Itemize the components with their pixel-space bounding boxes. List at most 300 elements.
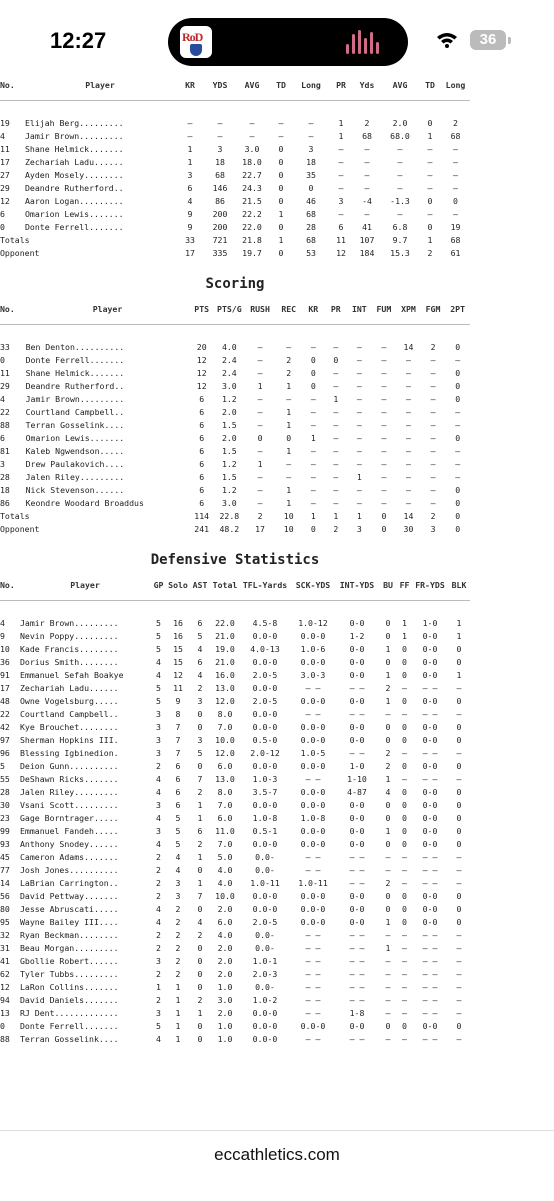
table-cell: 6 xyxy=(197,826,203,836)
table-row xyxy=(0,955,470,968)
table-cell: Gbollie Robert...... xyxy=(20,956,119,966)
table-cell: 29 xyxy=(0,381,10,391)
table-cell: 0.0- xyxy=(255,930,275,940)
table-cell: 5 xyxy=(156,644,161,654)
table-cell: 68 xyxy=(450,235,461,245)
table-cell: 5 xyxy=(156,696,161,706)
table-cell: – – xyxy=(349,878,365,888)
table-cell: 0 xyxy=(402,787,407,797)
url-bar[interactable]: eccathletics.com xyxy=(214,1145,340,1164)
table-cell: – xyxy=(333,407,339,417)
table-cell: 0-0 xyxy=(422,787,438,797)
table-cell: 2.0 xyxy=(221,407,237,417)
table-row xyxy=(0,695,470,708)
table-cell: 30 xyxy=(0,800,10,810)
table-cell: 1.5 xyxy=(221,420,237,430)
table-cell: 22 xyxy=(0,709,10,719)
table-cell: 6 xyxy=(197,618,203,628)
table-cell: – xyxy=(310,407,316,417)
table-cell: – xyxy=(385,982,391,992)
table-cell: – xyxy=(456,969,462,979)
table-cell: 7 xyxy=(197,774,203,784)
table-row xyxy=(0,497,470,510)
table-cell: 1 xyxy=(187,157,193,167)
table-cell: 4.0-13 xyxy=(250,644,280,654)
table-cell: 4 xyxy=(156,774,161,784)
scoring-header-cell: FUM xyxy=(376,304,392,314)
table-cell: – xyxy=(402,969,407,979)
table-cell: 1 xyxy=(197,878,203,888)
table-cell: 0-0 xyxy=(349,813,365,823)
table-cell: – xyxy=(356,394,362,404)
table-cell: 11 xyxy=(173,683,183,693)
table-cell: 1 xyxy=(333,394,339,404)
table-cell: Kye Brouchet........ xyxy=(20,722,119,732)
table-cell: 17 xyxy=(185,248,195,258)
table-cell: – – xyxy=(349,969,365,979)
table-cell: – – xyxy=(422,995,438,1005)
table-cell: 2 xyxy=(453,118,458,128)
table-cell: 14 xyxy=(403,342,414,352)
table-cell: 0 xyxy=(402,904,407,914)
scoring-header-cell: PR xyxy=(330,304,341,314)
table-row xyxy=(0,825,470,838)
table-cell: 28 xyxy=(0,787,10,797)
table-cell: 0.0-0 xyxy=(300,761,326,771)
table-cell: 3 xyxy=(197,735,203,745)
battery-icon: 36 xyxy=(470,30,506,50)
table-cell: Ben Denton.......... xyxy=(25,342,125,352)
table-cell: – xyxy=(310,459,316,469)
table-cell: 1-0 xyxy=(349,761,365,771)
table-cell: – xyxy=(402,1008,407,1018)
table-cell: 2 xyxy=(175,904,181,914)
table-cell: 6 xyxy=(338,222,344,232)
table-cell: Sherman Hopkins III. xyxy=(20,735,119,745)
table-cell: 0-0 xyxy=(422,1021,438,1031)
table-cell: 6 xyxy=(199,433,205,443)
table-cell: 0 xyxy=(310,368,316,378)
table-cell: 2 xyxy=(156,852,161,862)
table-cell: DeShawn Ricks....... xyxy=(20,774,119,784)
table-cell: Anthony Snodey...... xyxy=(20,839,119,849)
table-cell xyxy=(25,247,175,260)
table-cell: Beau Morgan......... xyxy=(20,943,119,953)
table-row xyxy=(0,682,470,695)
table-cell: 3 xyxy=(156,1008,161,1018)
table-cell: RJ Dent............. xyxy=(20,1008,119,1018)
table-cell: – xyxy=(397,170,403,180)
table-cell: – xyxy=(333,472,339,482)
table-cell: 1 xyxy=(286,498,292,508)
table-cell: Jesse Abruscati..... xyxy=(20,904,119,914)
table-cell: 4 xyxy=(156,839,161,849)
dynamic-island[interactable] xyxy=(168,18,408,66)
table-cell: 0 xyxy=(456,722,462,732)
table-cell: 42 xyxy=(0,722,10,732)
table-cell: 0-0 xyxy=(349,657,365,667)
table-cell: Deandre Rutherford.. xyxy=(25,183,124,193)
table-cell: 0 xyxy=(453,196,458,206)
table-cell: 0 xyxy=(385,904,391,914)
defense-table xyxy=(0,570,470,1046)
table-cell: – – xyxy=(422,982,438,992)
table-cell: 5 xyxy=(197,748,203,758)
table-cell: 1 xyxy=(197,1008,203,1018)
table-cell: 3 xyxy=(175,891,181,901)
table-cell: 77 xyxy=(0,865,10,875)
table-cell: 0 xyxy=(456,826,462,836)
table-cell: – xyxy=(455,459,461,469)
table-cell: – xyxy=(364,157,370,167)
table-cell: 16 xyxy=(173,631,183,641)
stats-content xyxy=(0,70,470,1046)
table-cell: 4 xyxy=(175,865,181,875)
table-cell: 17 xyxy=(0,683,10,693)
scoring-table xyxy=(0,294,470,536)
table-cell: 0-0 xyxy=(349,800,365,810)
table-cell: 94 xyxy=(0,995,10,1005)
table-cell: 68 xyxy=(306,209,316,219)
table-cell: Donte Ferrell....... xyxy=(20,1021,119,1031)
table-cell: – xyxy=(333,433,339,443)
table-cell: – xyxy=(402,748,407,758)
table-cell: 0 xyxy=(385,631,391,641)
table-cell: – – xyxy=(349,956,365,966)
table-cell: 14 xyxy=(0,878,10,888)
table-cell: 68.0 xyxy=(390,131,410,141)
table-cell: 0 xyxy=(455,394,461,404)
table-cell: 6 xyxy=(199,420,205,430)
table-cell: – xyxy=(286,459,292,469)
table-cell: – xyxy=(333,446,339,456)
table-cell: 0 xyxy=(402,670,407,680)
table-cell: 41 xyxy=(362,222,372,232)
table-cell: – xyxy=(406,485,411,495)
table-cell: 12 xyxy=(196,368,207,378)
table-cell: 4 xyxy=(0,618,5,628)
table-cell: 12 xyxy=(336,248,346,258)
table-cell: – xyxy=(402,943,407,953)
table-cell: 0 xyxy=(0,222,5,232)
returns-header-cell: AVG xyxy=(244,80,260,90)
table-cell: 0.0-0 xyxy=(300,631,326,641)
table-cell: – xyxy=(187,118,193,128)
table-cell: – xyxy=(406,433,411,443)
table-cell: 1 xyxy=(385,696,391,706)
table-cell: – xyxy=(406,498,411,508)
table-row xyxy=(0,630,470,643)
table-row xyxy=(0,458,470,471)
table-cell: – xyxy=(453,157,458,167)
table-cell: 3.0 xyxy=(244,144,260,154)
table-cell: 2 xyxy=(156,930,161,940)
table-cell: – – xyxy=(349,943,365,953)
table-cell: – xyxy=(381,342,387,352)
returns-header-cell: PR xyxy=(336,80,346,90)
table-cell: 1.0-11 xyxy=(250,878,280,888)
table-row xyxy=(0,656,470,669)
table-cell: 0-0 xyxy=(422,839,438,849)
table-cell: 0 xyxy=(381,511,387,521)
table-cell: – xyxy=(402,930,407,940)
table-cell: Terran Gosselink.... xyxy=(25,420,125,430)
table-cell: 1 xyxy=(175,982,181,992)
table-cell: 0-0 xyxy=(422,904,438,914)
table-cell: – xyxy=(397,144,403,154)
table-cell: 5 xyxy=(156,1021,161,1031)
table-cell: Gage Borntrager..... xyxy=(20,813,119,823)
table-row xyxy=(0,981,470,994)
table-cell: 0.0-0 xyxy=(252,1021,278,1031)
table-cell: – xyxy=(356,407,362,417)
table-cell: 1 xyxy=(310,433,316,443)
table-cell: 0.0-0 xyxy=(300,657,326,667)
table-cell: 6 xyxy=(0,433,5,443)
table-cell: – – xyxy=(422,1008,438,1018)
table-cell: – xyxy=(430,446,436,456)
table-cell: 0 xyxy=(456,839,462,849)
status-bar xyxy=(0,0,554,80)
table-cell: 0-0 xyxy=(422,800,438,810)
table-cell: 1 xyxy=(286,420,292,430)
table-cell: 22.8 xyxy=(219,511,240,521)
table-cell: – xyxy=(249,118,255,128)
table-cell: Shane Helmick....... xyxy=(25,368,125,378)
table-cell: 0.0-0 xyxy=(300,826,326,836)
table-cell: 2 xyxy=(197,683,203,693)
table-cell: 0 xyxy=(310,524,316,534)
table-cell: – xyxy=(356,433,362,443)
table-cell: 0 xyxy=(385,813,391,823)
table-cell: 96 xyxy=(0,748,10,758)
table-cell: 0-0 xyxy=(422,735,438,745)
table-cell: – xyxy=(456,774,462,784)
table-cell: Totals xyxy=(0,235,30,245)
table-cell: – xyxy=(308,118,314,128)
table-cell: 1.0-1 xyxy=(252,956,278,966)
table-cell: Blessing Igbinedion. xyxy=(20,748,119,758)
table-cell: – xyxy=(364,209,370,219)
table-cell: 21.0 xyxy=(215,657,235,667)
table-cell: – – xyxy=(422,709,438,719)
table-cell: 4-87 xyxy=(347,787,367,797)
table-cell: 2 xyxy=(364,118,370,128)
table-row xyxy=(0,747,470,760)
table-cell: – xyxy=(402,982,407,992)
table-row xyxy=(0,994,470,1007)
table-cell: Deandre Rutherford.. xyxy=(25,381,125,391)
audio-waveform-icon xyxy=(346,30,380,54)
table-cell: 11.0 xyxy=(215,826,235,836)
table-cell: Jalen Riley......... xyxy=(20,787,119,797)
table-cell: Ryan Beckman........ xyxy=(20,930,119,940)
table-cell: 19 xyxy=(0,118,10,128)
table-cell: 0-0 xyxy=(349,644,365,654)
table-cell: – xyxy=(278,131,284,141)
table-cell: – – xyxy=(422,852,438,862)
table-row xyxy=(0,851,470,864)
table-cell: – – xyxy=(349,930,365,940)
table-cell: – xyxy=(333,342,339,352)
scoring-header-cell: XPM xyxy=(401,304,416,314)
table-cell: 68 xyxy=(306,235,316,245)
returns-header-cell: No. xyxy=(0,80,15,90)
table-row xyxy=(0,838,470,851)
table-cell: 88 xyxy=(0,1034,10,1044)
table-cell: Aaron Logan......... xyxy=(25,196,124,206)
opponent-row xyxy=(0,523,470,536)
table-cell: 4.0 xyxy=(221,342,237,352)
table-cell: 12 xyxy=(173,670,183,680)
table-cell: 2 xyxy=(385,761,391,771)
table-cell: 1.2 xyxy=(221,485,237,495)
table-cell: 4.5-8 xyxy=(252,618,278,628)
table-cell: 0 xyxy=(0,355,5,365)
table-cell: 4.0 xyxy=(217,878,233,888)
defense-header-cell: Player xyxy=(70,580,100,590)
table-cell: 1.0-3 xyxy=(252,774,278,784)
table-cell: 0.0-0 xyxy=(300,696,326,706)
table-cell: 3 xyxy=(308,144,314,154)
table-cell: 1 xyxy=(385,943,391,953)
table-cell: 6 xyxy=(199,459,205,469)
table-cell: – xyxy=(249,131,255,141)
table-cell: 16.0 xyxy=(215,670,235,680)
table-cell: 6.8 xyxy=(392,222,408,232)
table-cell: – xyxy=(385,852,391,862)
table-cell: – xyxy=(406,446,411,456)
table-cell: – – xyxy=(305,982,321,992)
table-cell: 41 xyxy=(0,956,10,966)
table-cell: 2.0 xyxy=(392,118,408,128)
table-cell: – xyxy=(257,394,263,404)
table-cell: 55 xyxy=(0,774,10,784)
table-cell: 0 xyxy=(402,1021,407,1031)
table-cell: 27 xyxy=(0,170,10,180)
table-cell: 0.0-0 xyxy=(300,839,326,849)
table-cell: 1 xyxy=(156,982,161,992)
table-cell: 2.0-5 xyxy=(252,917,278,927)
scoring-header-cell: KR xyxy=(308,304,319,314)
divider-cell xyxy=(0,101,470,118)
table-cell: – xyxy=(427,183,433,193)
table-cell: 0 xyxy=(456,644,462,654)
table-cell: 4 xyxy=(197,670,203,680)
table-cell: – xyxy=(310,485,316,495)
table-row xyxy=(0,968,470,981)
table-cell: 0 xyxy=(455,524,461,534)
table-cell: 6 xyxy=(175,774,181,784)
table-cell: 21.8 xyxy=(242,235,262,245)
table-cell: 19.7 xyxy=(242,248,262,258)
table-cell: 45 xyxy=(0,852,10,862)
scoring-header-cell: Player xyxy=(92,304,123,314)
table-cell: 10.0 xyxy=(215,735,235,745)
table-cell: 22 xyxy=(0,407,10,417)
table-row xyxy=(0,760,470,773)
table-cell: 7 xyxy=(197,891,203,901)
scoring-header-cell: PTS xyxy=(194,304,210,314)
table-cell: 1.0 xyxy=(217,982,233,992)
table-cell: Omarion Lewis....... xyxy=(25,209,124,219)
table-cell: – xyxy=(257,498,263,508)
table-cell: 2.4 xyxy=(221,368,237,378)
table-cell: – xyxy=(381,472,387,482)
table-cell: – xyxy=(430,498,436,508)
table-cell: 1 xyxy=(286,446,292,456)
table-cell: 2.0-5 xyxy=(252,696,278,706)
table-cell: 0 xyxy=(455,342,461,352)
table-cell: – xyxy=(406,394,411,404)
table-cell: – xyxy=(381,407,387,417)
table-cell: – xyxy=(402,956,407,966)
table-row xyxy=(0,341,470,354)
table-cell: 107 xyxy=(359,235,375,245)
table-cell: – – xyxy=(305,995,321,1005)
table-cell: 4 xyxy=(156,657,161,667)
table-cell: 3.0-3 xyxy=(300,670,326,680)
table-cell: – xyxy=(338,209,344,219)
table-cell: 4 xyxy=(156,904,161,914)
table-cell: 1 xyxy=(385,917,391,927)
table-cell: – – xyxy=(422,774,438,784)
table-cell: 2 xyxy=(286,368,292,378)
table-cell: 10 xyxy=(283,524,294,534)
table-cell: – xyxy=(430,459,436,469)
table-cell xyxy=(25,234,175,247)
table-cell: 0.0-0 xyxy=(252,839,278,849)
table-cell: – xyxy=(333,459,339,469)
table-cell: 0 xyxy=(455,485,461,495)
table-cell: 3.5-7 xyxy=(252,787,278,797)
table-cell: 18 xyxy=(0,485,10,495)
table-cell: 0 xyxy=(385,891,391,901)
table-divider xyxy=(0,325,470,342)
table-row xyxy=(0,471,470,484)
table-cell: 0-0 xyxy=(349,904,365,914)
scoring-title: Scoring xyxy=(205,276,265,292)
table-cell: 23 xyxy=(0,813,10,823)
table-cell: – xyxy=(356,446,362,456)
scoring-header-cell: REC xyxy=(281,304,297,314)
table-cell: 1.0 xyxy=(217,1021,233,1031)
table-cell: Nevin Poppy......... xyxy=(20,631,119,641)
table-cell: 0.0-0 xyxy=(252,761,278,771)
table-row xyxy=(0,169,470,182)
table-cell: – xyxy=(338,144,344,154)
table-cell: 1 xyxy=(278,209,284,219)
table-cell: 4 xyxy=(385,787,391,797)
table-cell: 0-0 xyxy=(349,891,365,901)
table-cell: 3 xyxy=(175,878,181,888)
table-cell: Tyler Tubbs......... xyxy=(20,969,119,979)
table-cell: 1 xyxy=(257,381,263,391)
table-cell: 2 xyxy=(385,878,391,888)
table-cell: 3 xyxy=(187,170,193,180)
table-cell: 4 xyxy=(156,670,161,680)
table-cell: – – xyxy=(305,683,321,693)
table-cell: 1 xyxy=(402,631,407,641)
table-cell: 0 xyxy=(197,1034,203,1044)
table-cell: Courtland Campbell.. xyxy=(25,407,125,417)
table-cell: 62 xyxy=(0,969,10,979)
table-cell: Jalen Riley......... xyxy=(25,472,125,482)
defense-header-cell: AST xyxy=(192,580,208,590)
table-cell: – xyxy=(427,144,433,154)
table-cell: 1.0-12 xyxy=(298,618,328,628)
table-cell: 0.0-0 xyxy=(252,1034,278,1044)
